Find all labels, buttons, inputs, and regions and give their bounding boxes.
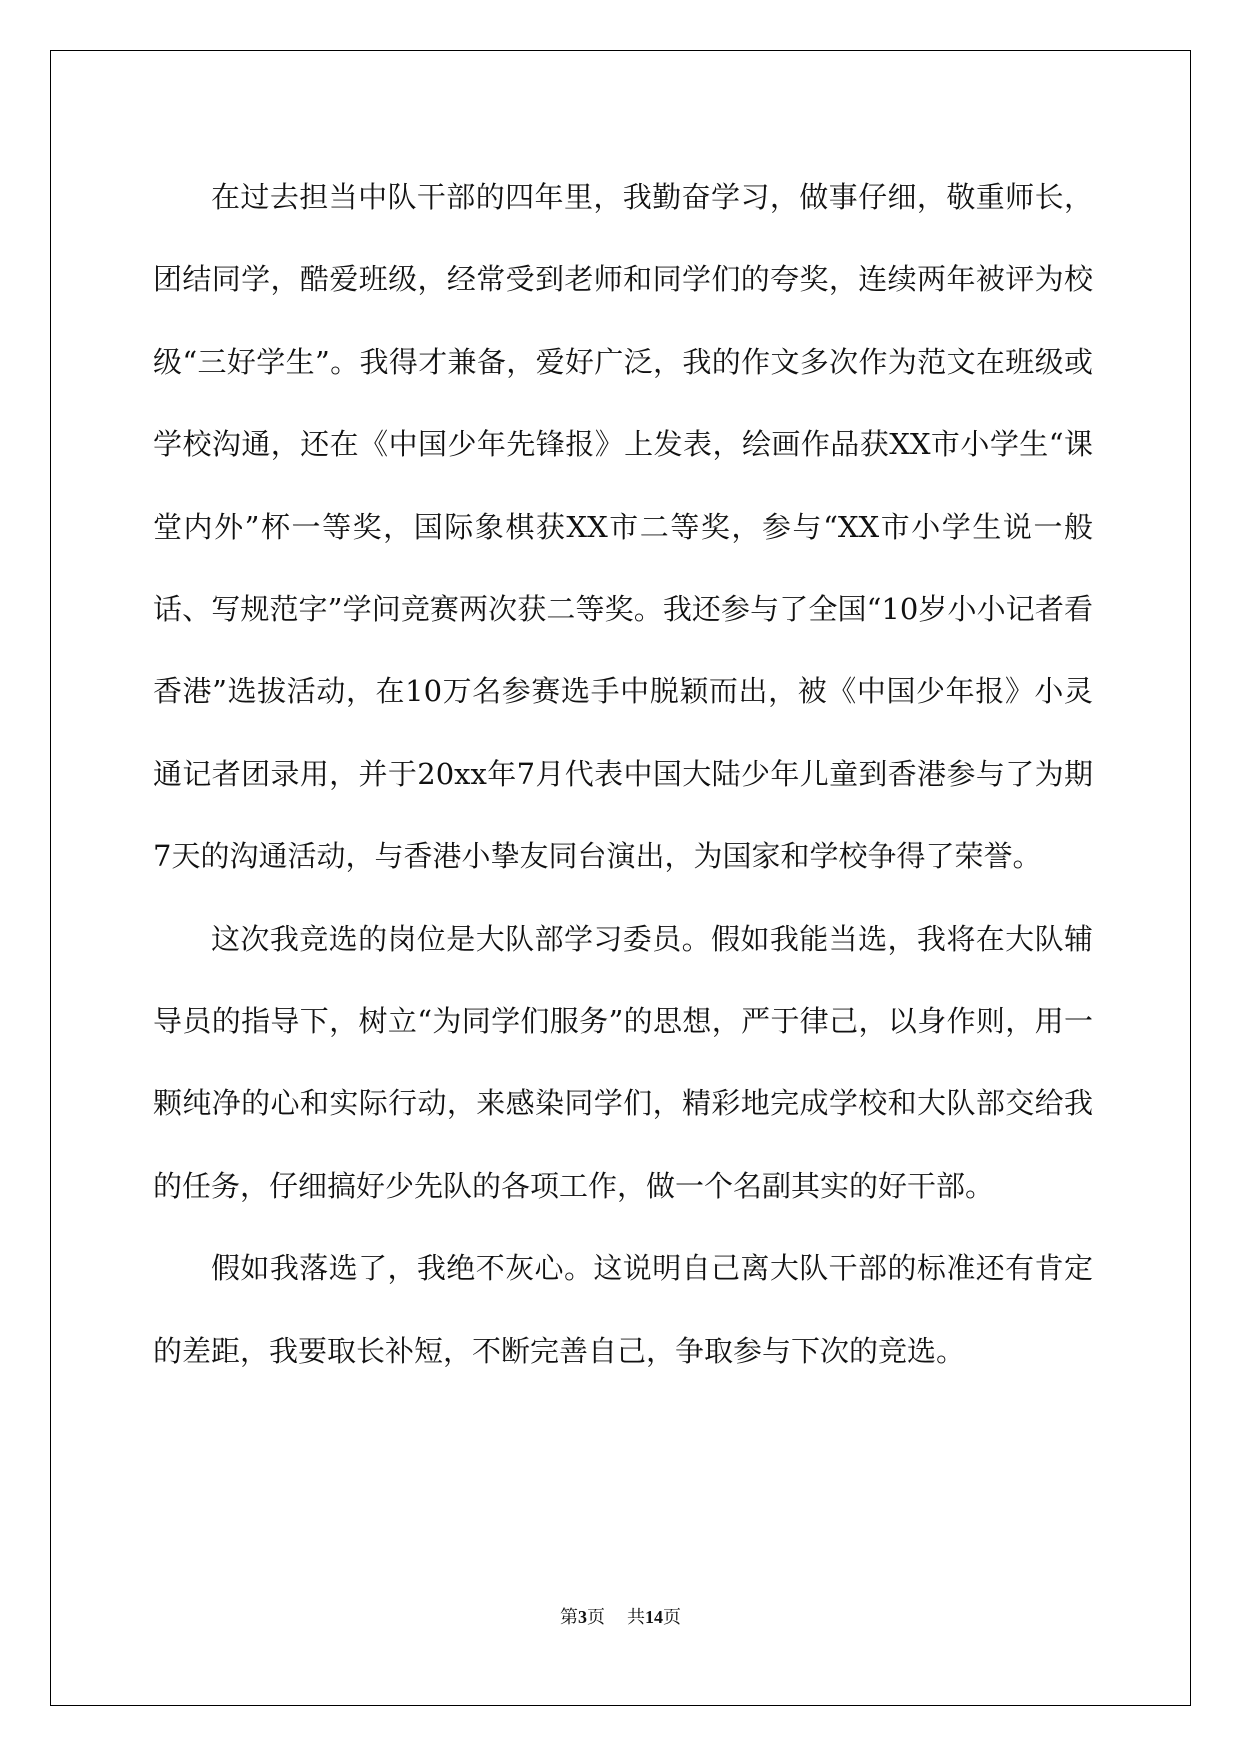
total-prefix: 共 xyxy=(627,1607,645,1627)
paragraph-2: 这次我竞选的岗位是大队部学习委员。假如我能当选，我将在大队辅导员的指导下，树立“为同学们服务”的思想，严于律己，以身作则，用一颗纯净的心和实际行动，来感染同学们，精彩地完成学校和大队部交给我的任务，仔细搞好少先队的各项工作，做一个名副其实的好干部。 xyxy=(153,921,1093,1203)
current-page-number: 3 xyxy=(578,1607,587,1627)
page-footer xyxy=(0,1603,1241,1629)
paragraph-1: 在过去担当中队干部的四年里，我勤奋学习，做事仔细，敬重师长，团结同学，酷爱班级，经常受到老师和同学们的夸奖，连续两年被评为校级“三好学生”。我得才兼备，爱好广泛，我的作文多次作为范文在班级或学校沟通，还在《中国少年先锋报》上发表，绘画作品获XX市小学生“课堂内外”杯一等奖，国际象棋获XX市二等奖，参与“XX市小学生说一般话、写规范字”学问竞赛两次获二等奖。我还参与了全国“10岁小小记者看香港”选拔活动，在10万名参赛选手中脱颖而出，被《中国少年报》小灵通记者团录用，并于20xx年7月代表中国大陆少年儿童到香港参与了为期7天的沟通活动，与香港小挚友同台演出，为国家和学校争得了荣誉。 xyxy=(153,180,1093,874)
document-body xyxy=(153,156,1093,1392)
total-suffix: 页 xyxy=(663,1607,681,1627)
total-page-count: 14 xyxy=(645,1607,663,1627)
paragraph-3: 假如我落选了，我绝不灰心。这说明自己离大队干部的标准还有肯定的差距，我要取长补短，不断完善自己，争取参与下次的竞选。 xyxy=(153,1251,1093,1368)
page-suffix: 页 xyxy=(587,1607,605,1627)
page-prefix: 第 xyxy=(560,1607,578,1627)
